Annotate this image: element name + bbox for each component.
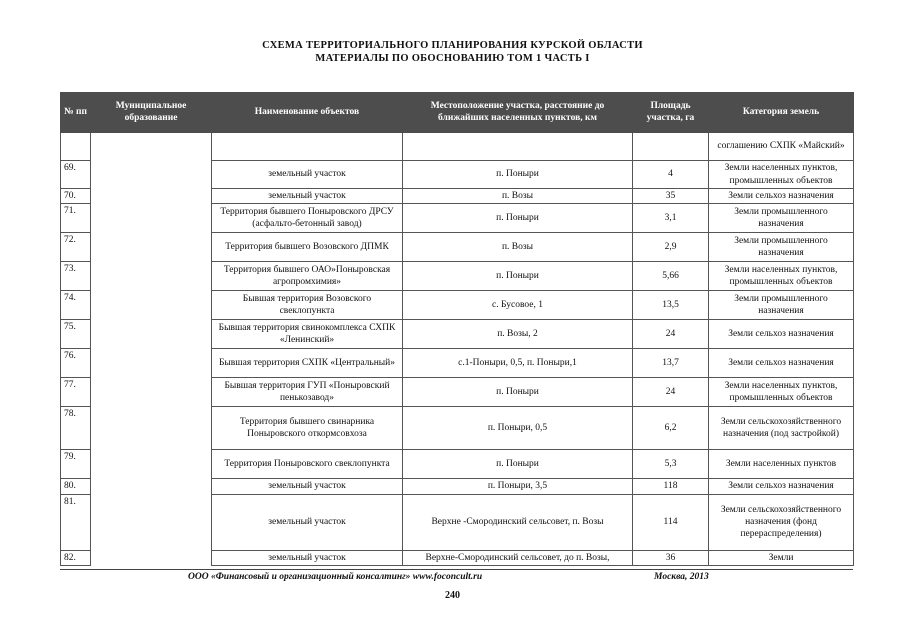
land-plots-table: [60, 92, 854, 566]
cell-object-name: Территория бывшего ОАО»Поныровская агропромхимия»: [212, 262, 403, 291]
cell-area: 6,2: [633, 407, 709, 450]
col-header-municipality: Муниципальное образование: [91, 93, 212, 133]
cell-num: 81.: [61, 494, 91, 550]
cell-category: Земли сельхоз назначения: [709, 479, 854, 494]
cell-area: 13,5: [633, 291, 709, 320]
cell-location: п. Поныри: [403, 450, 633, 479]
cell-object-name: Бывшая территория Возовского свеклопункта: [212, 291, 403, 320]
cell-area: [633, 133, 709, 161]
cell-object-name: Бывшая территория СХПК «Центральный»: [212, 349, 403, 378]
document-title-line2: МАТЕРИАЛЫ ПО ОБОСНОВАНИЮ ТОМ 1 ЧАСТЬ I: [315, 53, 590, 64]
cell-category: Земли сельхоз назначения: [709, 189, 854, 204]
cell-num: 82.: [61, 550, 91, 565]
cell-num: 75.: [61, 320, 91, 349]
cell-num: 74.: [61, 291, 91, 320]
cell-category: Земли сельскохозяйственного назначения (под застройкой): [709, 407, 854, 450]
cell-num: 72.: [61, 233, 91, 262]
cell-area: 118: [633, 479, 709, 494]
cell-category: Земли промышленного назначения: [709, 291, 854, 320]
cell-area: 3,1: [633, 204, 709, 233]
cell-area: 114: [633, 494, 709, 550]
cell-municipality: [91, 133, 212, 566]
cell-location: п. Поныри: [403, 161, 633, 189]
col-header-num: № пп: [61, 93, 91, 133]
cell-num: [61, 133, 91, 161]
cell-object-name: Бывшая территория ГУП «Поныровский пенькозавод»: [212, 378, 403, 407]
document-title-line1: СХЕМА ТЕРРИТОРИАЛЬНОГО ПЛАНИРОВАНИЯ КУРСКОЙ ОБЛАСТИ: [262, 40, 643, 51]
cell-location: п. Поныри: [403, 262, 633, 291]
footer-organization: ООО «Финансовый и организационный консалтинг» www.foconcult.ru: [188, 572, 483, 582]
cell-object-name: Территория Поныровского свеклопункта: [212, 450, 403, 479]
col-header-location: Местоположение участка, расстояние до ближайших населенных пунктов, км: [403, 93, 633, 133]
cell-location: п. Возы: [403, 233, 633, 262]
table-row: [61, 133, 854, 161]
cell-num: 80.: [61, 479, 91, 494]
cell-area: 36: [633, 550, 709, 565]
cell-num: 70.: [61, 189, 91, 204]
cell-category: Земли населенных пунктов, промышленных объектов: [709, 262, 854, 291]
page-number: 240: [445, 590, 460, 601]
cell-object-name: земельный участок: [212, 189, 403, 204]
cell-object-name: земельный участок: [212, 479, 403, 494]
cell-category: Земли сельхоз назначения: [709, 349, 854, 378]
col-header-area: Площадь участка, га: [633, 93, 709, 133]
cell-num: 76.: [61, 349, 91, 378]
cell-location: п. Поныри, 3,5: [403, 479, 633, 494]
cell-area: 13,7: [633, 349, 709, 378]
cell-category: Земли населенных пунктов, промышленных объектов: [709, 378, 854, 407]
cell-category: Земли промышленного назначения: [709, 233, 854, 262]
cell-category: Земли промышленного назначения: [709, 204, 854, 233]
cell-category: соглашению СХПК «Майский»: [709, 133, 854, 161]
cell-category: Земли сельхоз назначения: [709, 320, 854, 349]
cell-num: 78.: [61, 407, 91, 450]
cell-object-name: земельный участок: [212, 494, 403, 550]
cell-location: п. Поныри: [403, 378, 633, 407]
cell-num: 71.: [61, 204, 91, 233]
cell-num: 77.: [61, 378, 91, 407]
cell-category: Земли населенных пунктов, промышленных объектов: [709, 161, 854, 189]
col-header-category: Категория земель: [709, 93, 854, 133]
cell-category: Земли: [709, 550, 854, 565]
cell-object-name: земельный участок: [212, 550, 403, 565]
cell-area: 5,66: [633, 262, 709, 291]
cell-object-name: Территория бывшего Возовского ДПМК: [212, 233, 403, 262]
cell-category: Земли населенных пунктов: [709, 450, 854, 479]
footer-city-year: Москва, 2013: [654, 572, 709, 582]
cell-area: 35: [633, 189, 709, 204]
cell-area: 24: [633, 378, 709, 407]
cell-location: п. Возы: [403, 189, 633, 204]
cell-location: с. Бусовое, 1: [403, 291, 633, 320]
cell-object-name: Территория бывшего свинарника Поныровского откормсовхоза: [212, 407, 403, 450]
cell-object-name: земельный участок: [212, 161, 403, 189]
cell-object-name: Бывшая территория свинокомплекса СХПК «Ленинский»: [212, 320, 403, 349]
cell-category: Земли сельскохозяйственного назначения (фонд перераспределения): [709, 494, 854, 550]
cell-area: 2,9: [633, 233, 709, 262]
cell-num: 69.: [61, 161, 91, 189]
footer-divider: [60, 569, 853, 570]
cell-location: Верхне -Смородинский сельсовет, п. Возы: [403, 494, 633, 550]
cell-num: 79.: [61, 450, 91, 479]
col-header-object-name: Наименование объектов: [212, 93, 403, 133]
cell-location: с.1-Поныри, 0,5, п. Поныри,1: [403, 349, 633, 378]
cell-object-name: [212, 133, 403, 161]
table-header-row: [61, 93, 854, 133]
cell-location: Верхне-Смородинский сельсовет, до п. Возы,: [403, 550, 633, 565]
cell-location: п. Поныри, 0,5: [403, 407, 633, 450]
cell-location: п. Поныри: [403, 204, 633, 233]
cell-area: 4: [633, 161, 709, 189]
cell-location: п. Возы, 2: [403, 320, 633, 349]
cell-location: [403, 133, 633, 161]
cell-area: 5,3: [633, 450, 709, 479]
cell-num: 73.: [61, 262, 91, 291]
cell-area: 24: [633, 320, 709, 349]
cell-object-name: Территория бывшего Поныровского ДРСУ (асфальто-бетонный завод): [212, 204, 403, 233]
